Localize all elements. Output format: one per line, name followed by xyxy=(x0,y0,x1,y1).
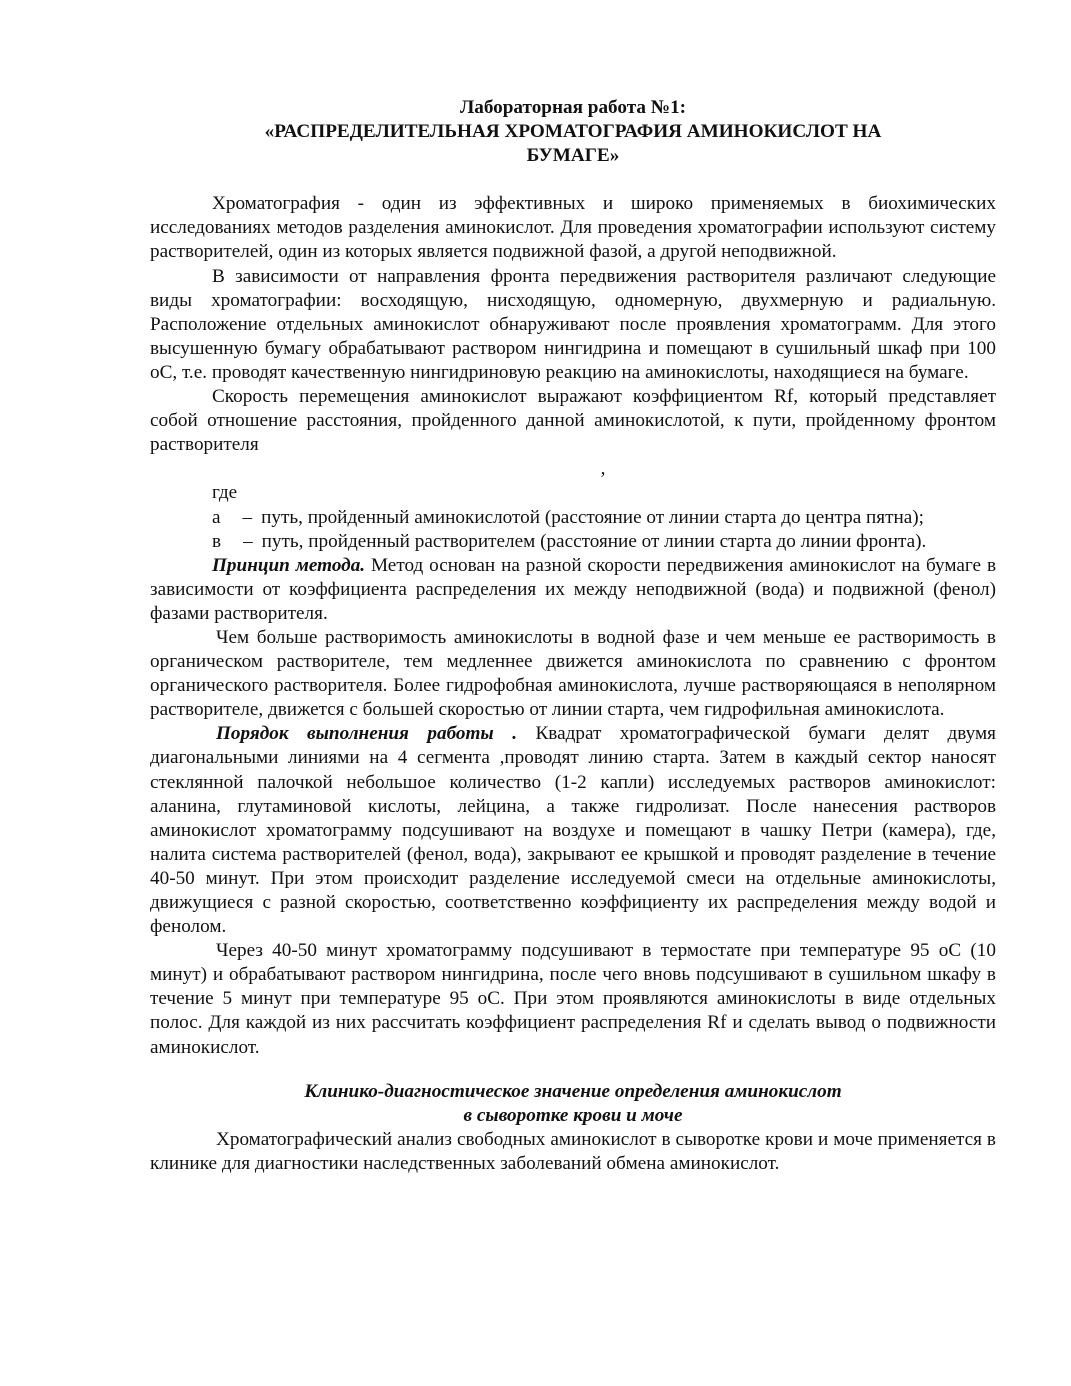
principle-text: Метод основан на разной скорости передвижения аминокислот на бумаге в зависимости от коэффициента распределения их между неподвижной (вода) и подвижной (фенол) фазами растворителя. xyxy=(150,554,996,624)
document-title xyxy=(150,96,996,168)
clinical-heading xyxy=(150,1080,996,1128)
principle-heading: Принцип метода. xyxy=(212,554,366,576)
clinical-heading-line-2: в сыворотке крови и моче xyxy=(463,1104,683,1126)
where-label: где xyxy=(212,482,238,504)
definition-a xyxy=(150,506,996,530)
paragraph-principle xyxy=(150,554,996,626)
definition-a-variable: а xyxy=(212,506,221,528)
definition-b xyxy=(150,530,996,554)
definition-b-text: путь, пройденный растворителем (расстояние от линии старта до линии фронта). xyxy=(261,530,927,552)
formula-comma: , xyxy=(600,458,606,480)
title-line-3: БУМАГЕ» xyxy=(526,145,620,167)
title-line-2: «РАСПРЕДЕЛИТЕЛЬНАЯ ХРОМАТОГРАФИЯ АМИНОКИСЛОТ НА xyxy=(264,121,882,143)
paragraph-clinical: Хроматографический анализ свободных аминокислот в сыворотке крови и моче применяется в клинике для диагностики наследственных заболеваний обмена аминокислот. xyxy=(150,1128,996,1174)
paragraph-procedure xyxy=(150,722,996,939)
paragraph-intro: Хроматография - один из эффективных и широко применяемых в биохимических исследованиях методов разделения аминокислот. Для проведения хроматографии используют систему растворителей, один из которых является подвижной фазой, а другой неподвижной. xyxy=(150,193,996,263)
paragraph-rf: Скорость перемещения аминокислот выражают коэффициентом Rf, который представляет собой отношение расстояния, пройденного данной аминокислотой, к пути, пройденному фронтом растворителя xyxy=(150,386,996,456)
definition-b-dash: – xyxy=(243,530,253,552)
subtitle-spacer xyxy=(150,1060,996,1080)
definition-b-variable: в xyxy=(212,530,222,552)
title-line-1: Лабораторная работа №1: xyxy=(459,97,687,118)
definition-a-dash: – xyxy=(242,506,253,528)
paragraph-types: В зависимости от направления фронта передвижения растворителя различают следующие виды хроматографии: восходящую, нисходящую, одномерную, двухмерную и радиальную. Расположение отдельных аминокислот обнаруживают после проявления хроматограмм. Для этого высушенную бумагу обрабатывают раствором нингидрина и помещают в сушильный шкаф при 100 оС, т.е. проводят качественную нингидриновую реакцию на аминокислоты, находящиеся на бумаге. xyxy=(150,265,996,383)
paragraph-solubility: Чем больше растворимость аминокислоты в водной фазе и чем меньше ее растворимость в органическом растворителе, тем медленнее движется аминокислота по сравнению с фронтом органического растворителя. Более гидрофобная аминокислота, лучше растворяющаяся в неполярном растворителе, движется с большей скоростью от линии старта, чем гидрофильная аминокислота. xyxy=(150,626,996,721)
document-content xyxy=(150,96,996,1176)
clinical-heading-line-1: Клинико-диагностическое значение определения аминокислот xyxy=(304,1080,842,1102)
procedure-heading: Порядок выполнения работы . xyxy=(216,723,517,745)
definition-a-text: путь, пройденный аминокислотой (расстояние от линии старта до центра пятна); xyxy=(261,506,924,528)
procedure-text: Квадрат хроматографической бумаги делят двумя диагональными линиями на 4 сегмента ,проводят линию старта. Затем в каждый сектор наносят стеклянной палочкой небольшое количество (1-2 капли) исследуемых растворов аминокислот: аланина, глутаминовой кислоты, лейцина, а также гидролизат. После нанесения растворов аминокислот хроматограмму подсушивают на воздухе и помещают в чашку Петри (камера), где, налита система растворителей (фенол, вода), закрывают ее крышкой и проводят разделение в течение 40-50 минут. При этом происходит разделение исследуемой смеси на отдельные аминокислоты, движущиеся с разной скоростью, соответственно коэффициенту их распределения между водой и фенолом. xyxy=(150,723,996,938)
title-spacer xyxy=(150,168,996,192)
paragraph-drying: Через 40-50 минут хроматограмму подсушивают в термостате при температуре 95 оС (10 минут) и обрабатывают раствором нингидрина, после чего вновь подсушивают в сушильном шкафу в течение 5 минут при температуре 95 оС. При этом проявляются аминокислоты в виде отдельных полос. Для каждой из них рассчитать коэффициент распределения Rf и сделать вывод о подвижности аминокислот. xyxy=(150,940,996,1058)
